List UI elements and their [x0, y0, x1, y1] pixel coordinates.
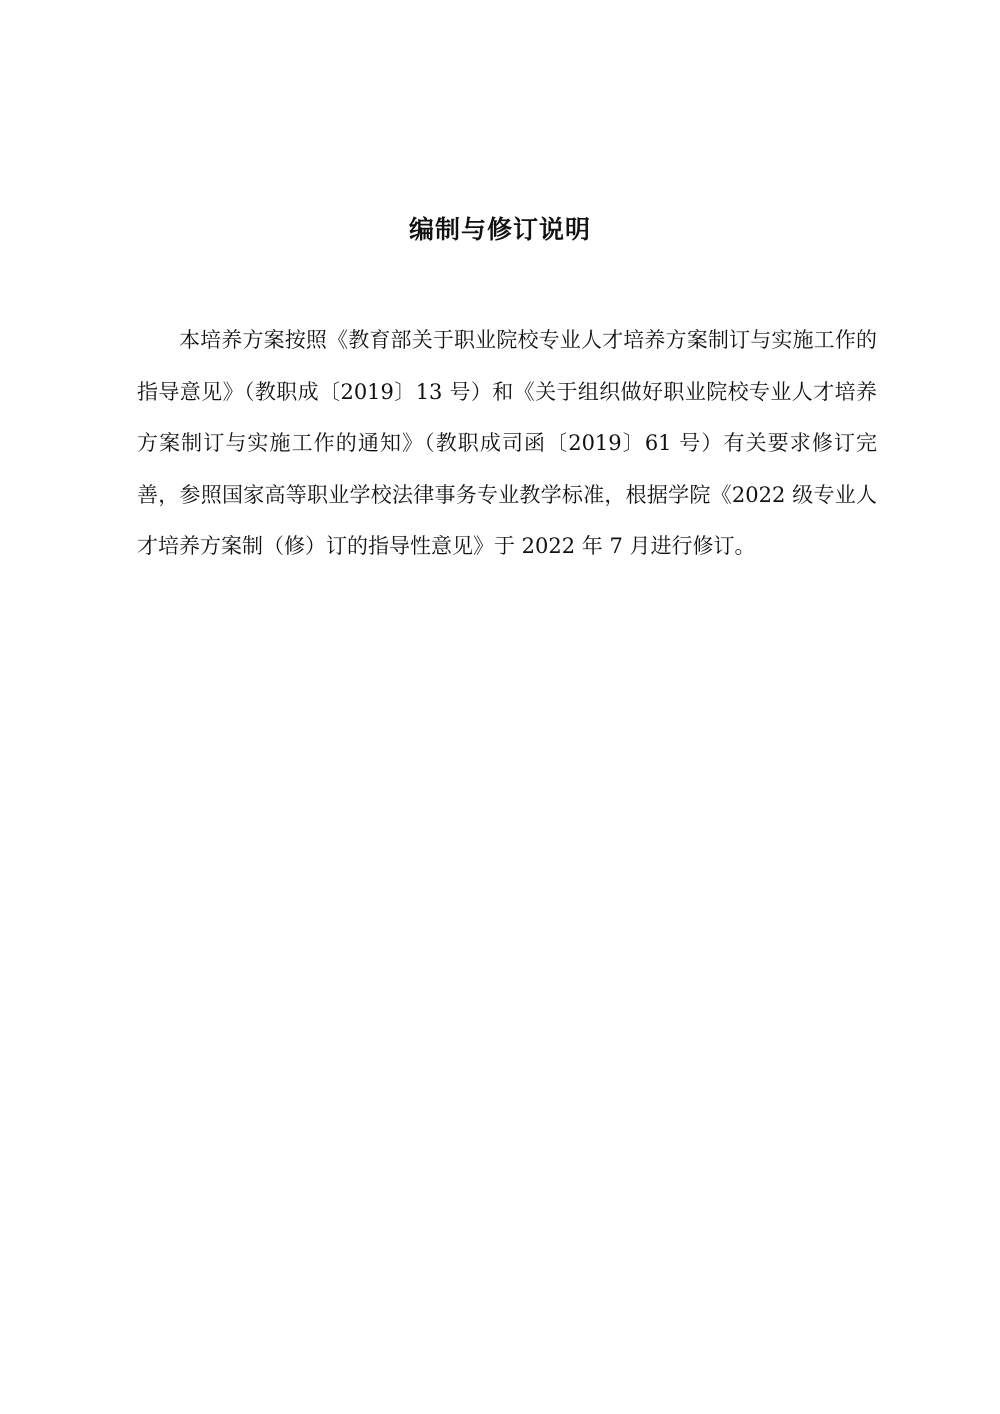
- body-paragraph: 本培养方案按照《教育部关于职业院校专业人才培养方案制订与实施工作的指导意见》（教职成〔2019〕13 号）和《关于组织做好职业院校专业人才培养方案制订与实施工作的通知》（教职成司函〔2019〕61 号）有关要求修订完善，参照国家高等职业学校法律事务专业教学标准，根据学院《2022 级专业人才培养方案制（修）订的指导性意见》于 2022 年 7 月进行修订。: [137, 328, 877, 558]
- page-title: 编制与修订说明: [408, 215, 591, 244]
